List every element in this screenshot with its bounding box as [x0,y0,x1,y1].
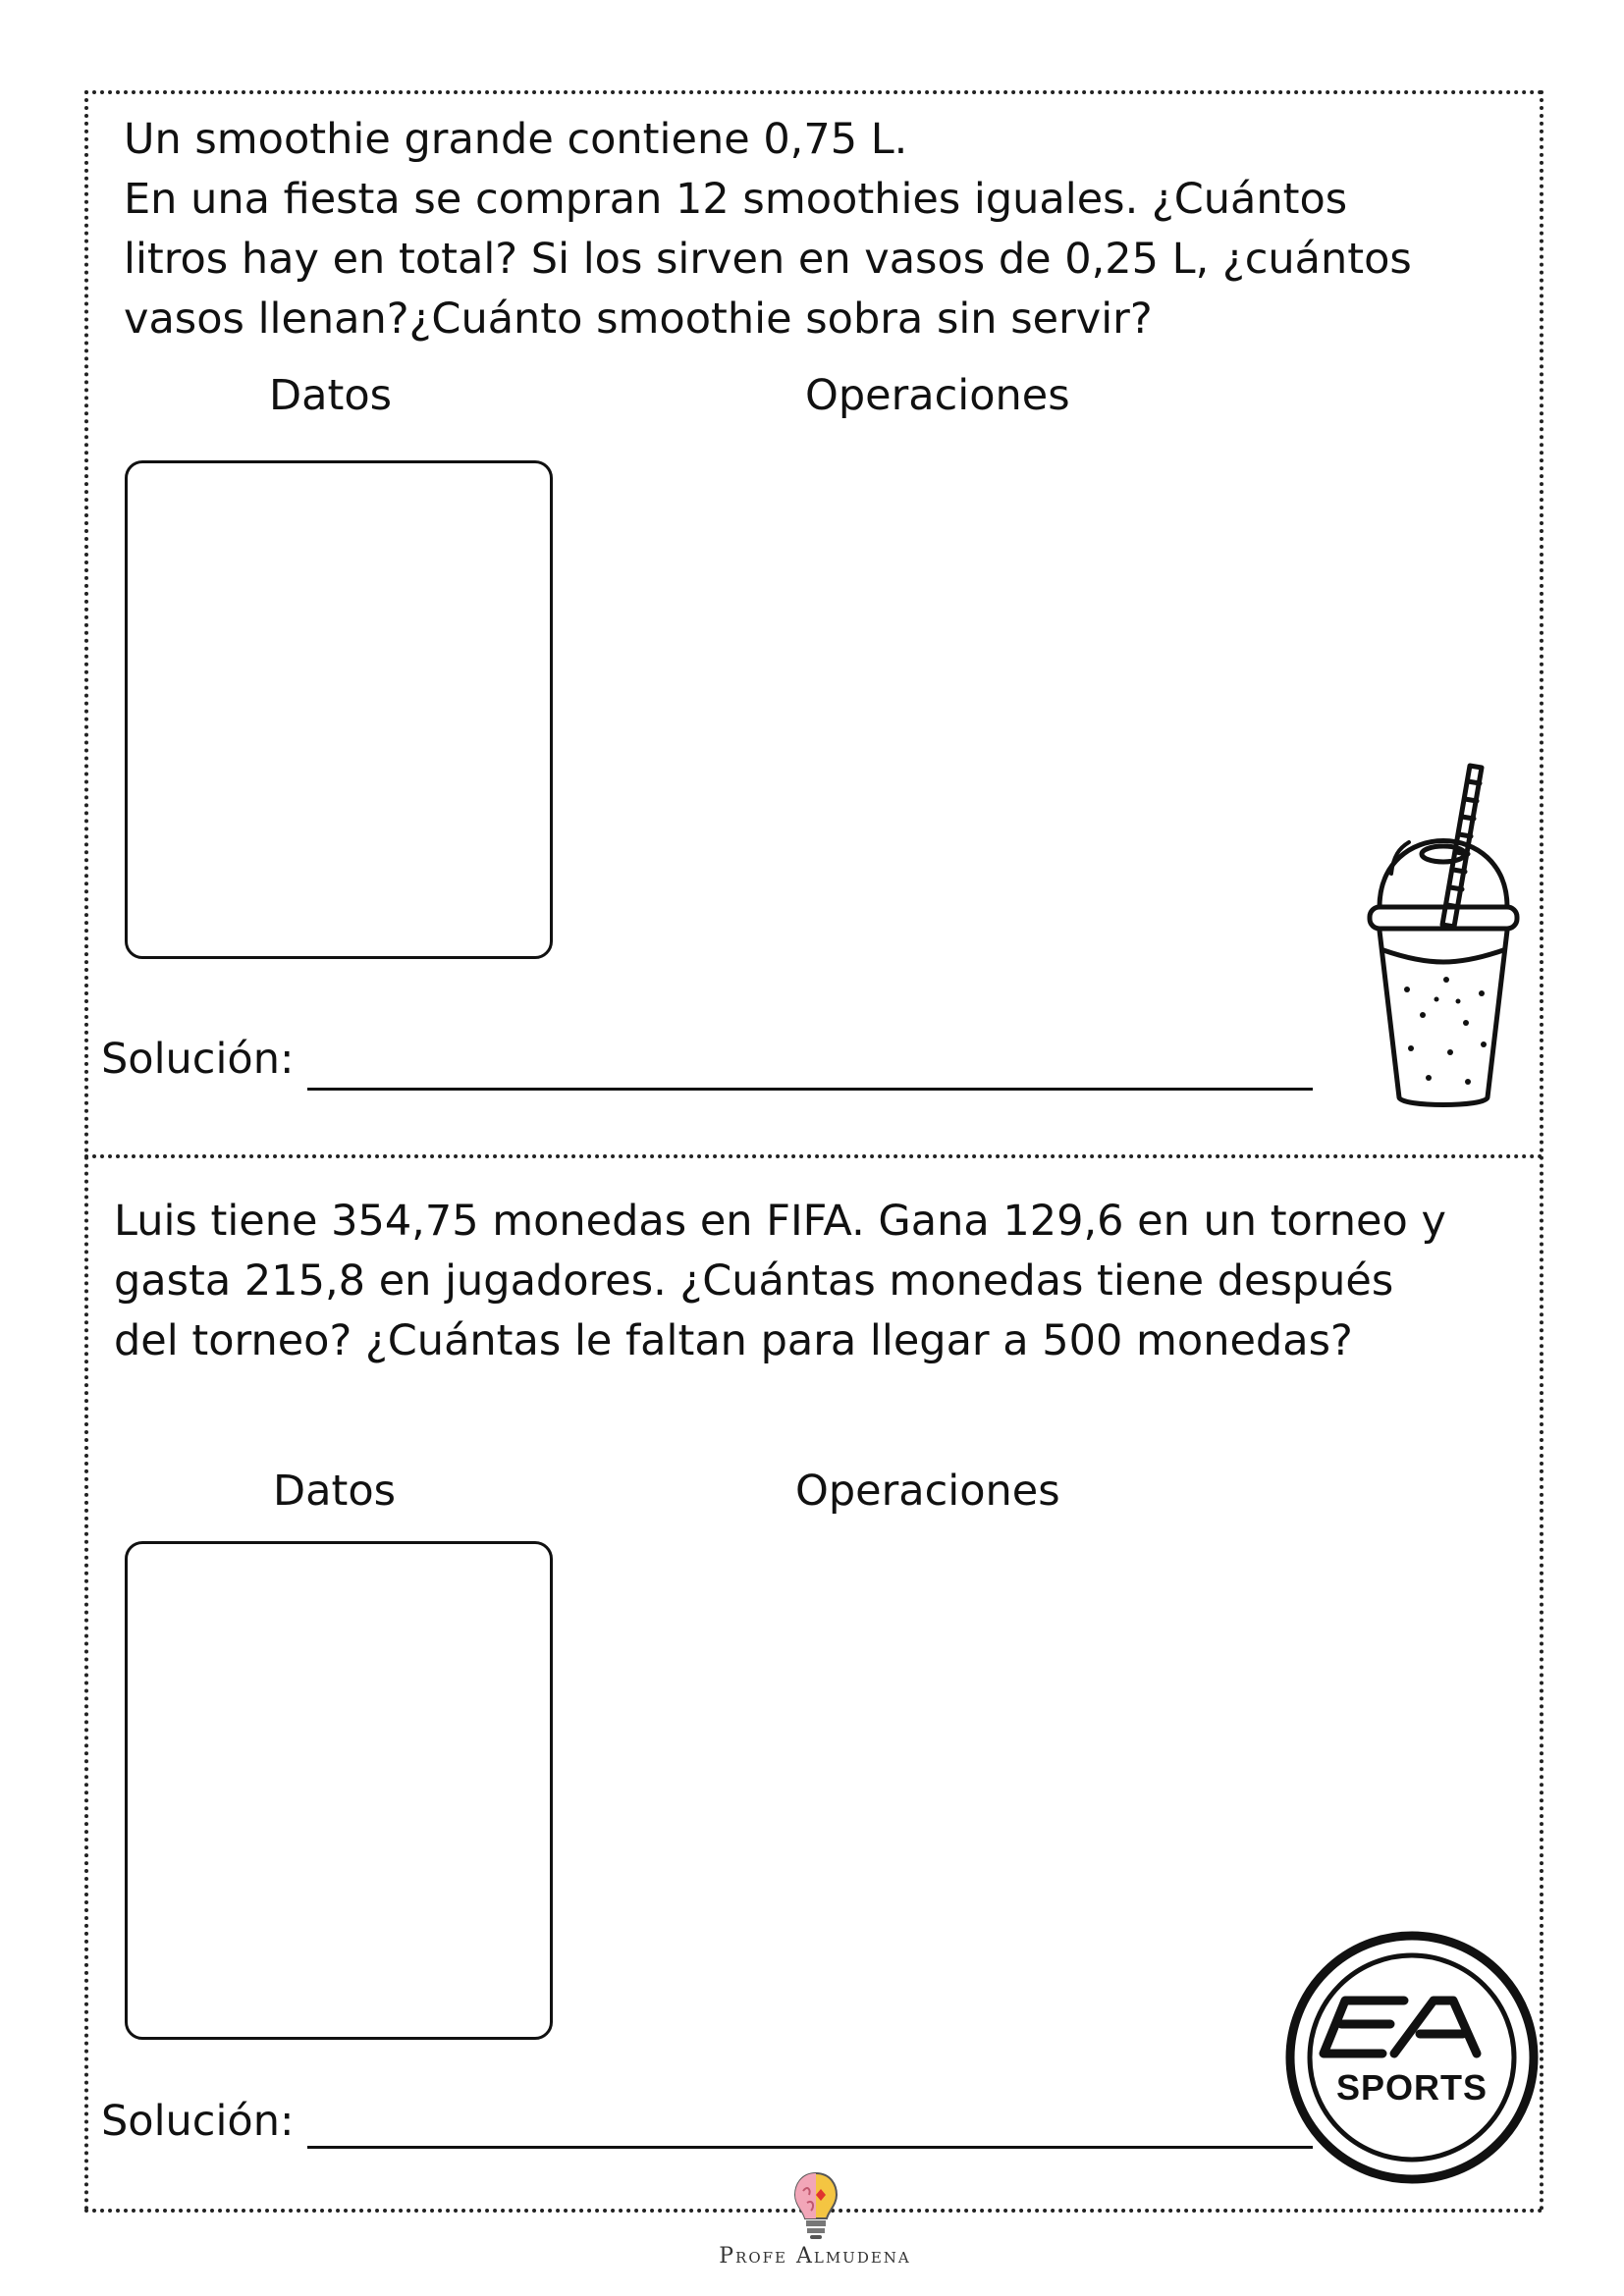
smoothie-cup-icon [1360,758,1527,1113]
problem-1-statement: Un smoothie grande contiene 0,75 L. En una fiesta se compran 12 smoothies iguales. ¿Cuántos litros hay en total? Si los sirven en vasos de 0,25 L, ¿cuántos vasos llenan?¿Cuánto smoothie sobra sin servir? [124,115,1412,344]
problem-2-statement: Luis tiene 354,75 monedas en FIFA. Gana 129,6 en un torneo y gasta 215,8 en jugadores. ¿Cuántas monedas tiene después del torneo? ¿Cuántas le faltan para llegar a 500 monedas? [114,1197,1446,1365]
problem-2-datos-heading: Datos [273,1467,397,1516]
ea-sports-logo-text: SPORTS [1335,2067,1489,2108]
problem-2-solution-label: Solución: [101,2097,295,2146]
problem-2-datos-box[interactable] [125,1541,553,2040]
lightbulb-brain-icon [791,2169,840,2242]
problem-1-solution-label: Solución: [101,1035,295,1084]
footer-brand: Profe Almudena [719,2244,911,2269]
problem-2-solution-line[interactable] [307,2146,1313,2149]
problem-2-operaciones-heading: Operaciones [795,1467,1060,1516]
problem-divider [84,1154,1543,1158]
problem-1-datos-box[interactable] [125,460,553,959]
ea-sports-logo [1284,1930,1540,2185]
problem-1-operaciones-heading: Operaciones [805,371,1070,420]
problem-1-solution-line[interactable] [307,1088,1313,1091]
problem-1-datos-heading: Datos [269,371,393,420]
